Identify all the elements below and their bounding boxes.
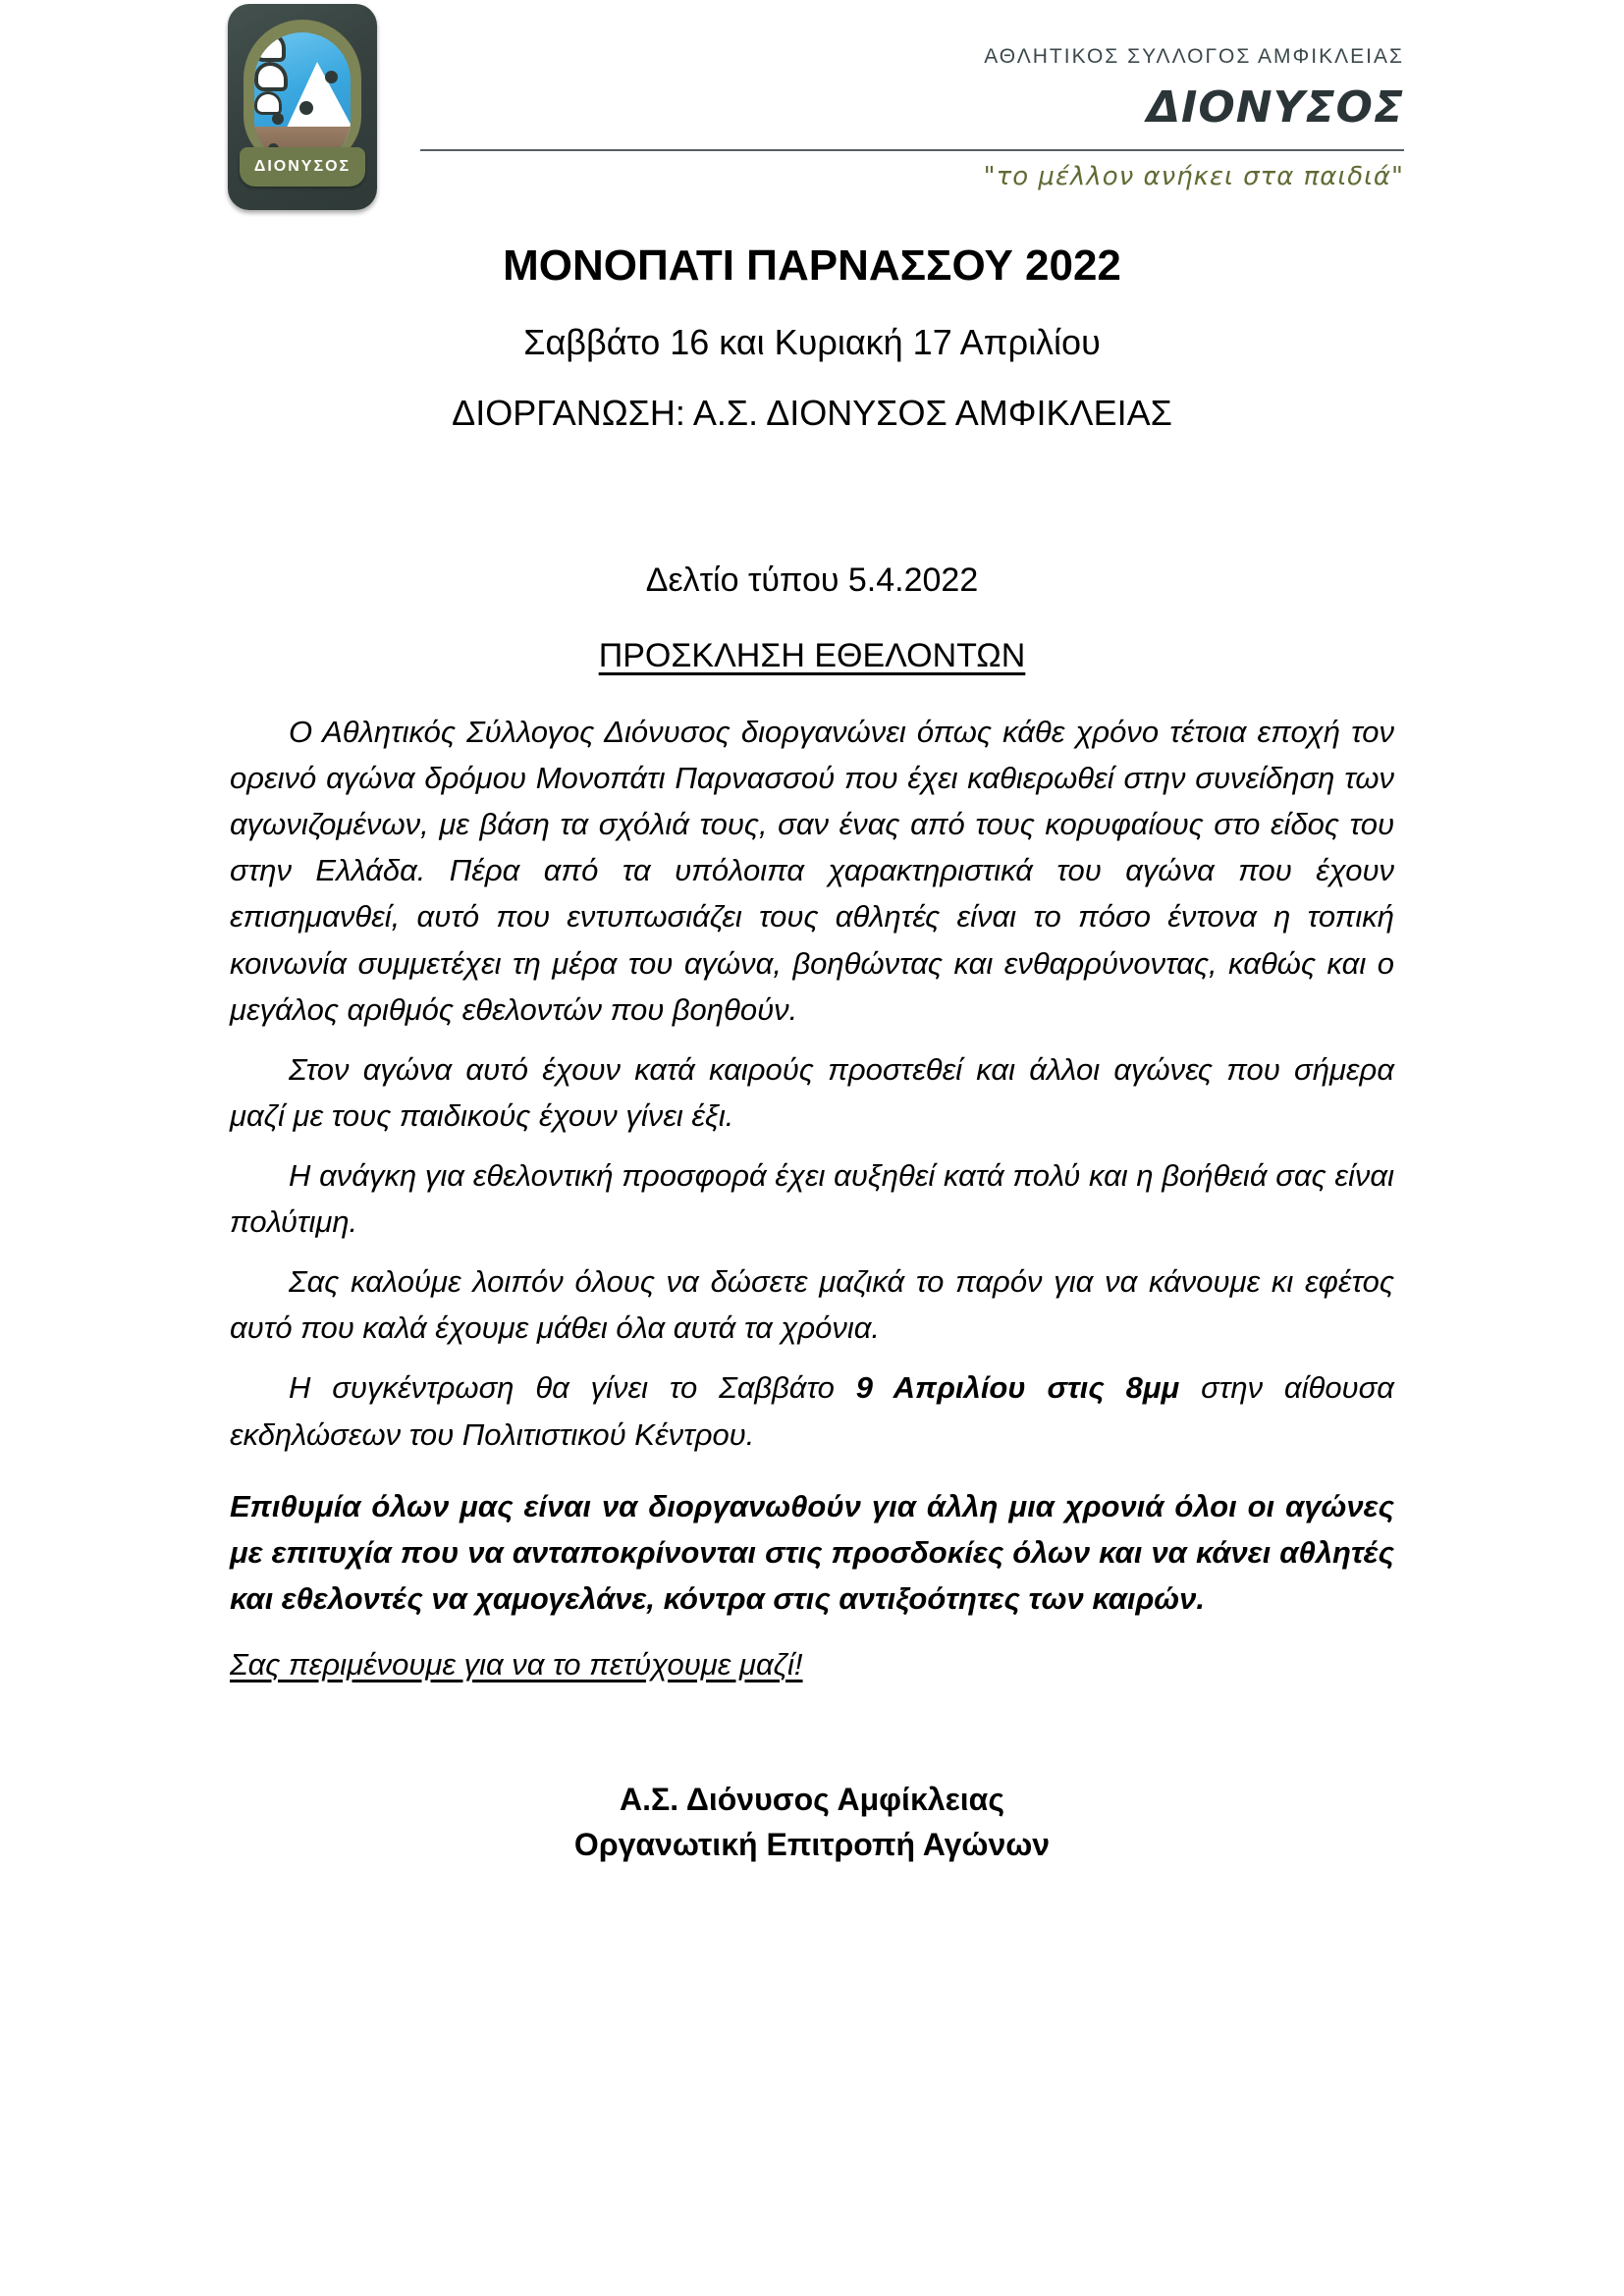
page-title: ΜΟΝΟΠΑΤΙ ΠΑΡΝΑΣΣΟΥ 2022 xyxy=(503,241,1121,290)
press-release-date: Δελτίο τύπου 5.4.2022 xyxy=(645,561,979,599)
closing-line: Σας περιμένουμε για να το πετύχουμε μαζί! xyxy=(230,1646,803,1682)
runner-head-icon xyxy=(325,71,338,83)
body-paragraph: Ο Αθλητικός Σύλλογος Διόνυσος διοργανώνει όπως κάθε χρόνο τέτοια εποχή τον ορεινό αγώνα δρόμου Μονοπάτι Παρνασσού που έχει καθιερωθεί στην συνείδηση των αγωνιζομένων, με βάση τα σχόλιά τους, σαν ένας από τους κορυφαίους στο είδος του στην Ελλάδα. Πέρα από τα υπόλοιπα χαρακτηριστικά του αγώνα που έχουν επισημανθεί, αυτό που εντυπωσιάζει τους αθλητές είναι το πόσο έντονα η τοπική κοινωνία συμμετέχει τη μέρα του αγώνα, βοηθώντας και ενθαρρύνοντας, καθώς και ο μεγάλος αριθμός εθελοντών που βοηθούν. xyxy=(230,715,1394,1027)
meeting-datetime: 9 Απριλίου στις 8μμ xyxy=(855,1370,1180,1406)
club-tagline: "το μέλλον ανήκει στα παιδιά" xyxy=(983,162,1404,191)
logo-scene xyxy=(254,32,351,160)
letterhead-divider xyxy=(420,149,1404,151)
signature-club: Α.Σ. Διόνυσος Αμφίκλειας xyxy=(620,1781,1004,1817)
body-paragraph: Στον αγώνα αυτό έχουν κατά καιρούς προστεθεί και άλλοι αγώνες που σήμερα μαζί με τους παιδικούς έχουν γίνει έξι. xyxy=(230,1051,1394,1133)
club-logo xyxy=(228,4,381,218)
runner-head-icon xyxy=(299,101,313,115)
document-body xyxy=(230,709,1394,1868)
signature-committee: Οργανωτική Επιτροπή Αγώνων xyxy=(573,1827,1051,1863)
organization-line: ΑΘΛΗΤΙΚΟΣ ΣΥΛΛΟΓΟΣ ΑΜΦΙΚΛΕΙΑΣ xyxy=(984,45,1404,68)
event-dates: Σαββάτο 16 και Κυριακή 17 Απριλίου xyxy=(523,322,1101,362)
meeting-text-after: στην αίθουσα εκδηλώσεων του Πολιτιστικού Κέντρου. xyxy=(230,1370,1394,1452)
letterhead-text-block xyxy=(452,45,1404,133)
body-paragraph: Η ανάγκη για εθελοντική προσφορά έχει αυξηθεί κατά πολύ και η βοήθειά σας είναι πολύτιμη. xyxy=(230,1157,1394,1240)
event-organizer: ΔΙΟΡΓΑΝΩΣΗ: Α.Σ. ΔΙΟΝΥΣΟΣ ΑΜΦΙΚΛΕΙΑΣ xyxy=(452,393,1172,433)
organization-name: ΔΙΟΝΥΣΟΣ xyxy=(1146,82,1404,133)
logo-badge-shape xyxy=(228,4,377,210)
invitation-heading: ΠΡΟΣΚΛΗΣΗ ΕΘΕΛΟΝΤΩΝ xyxy=(598,637,1026,674)
letterhead xyxy=(0,0,1624,232)
runner-icon xyxy=(254,91,282,115)
wish-text: Επιθυμία όλων μας είναι να διοργανωθούν για άλλη μια χρονιά όλοι οι αγώνες με επιτυχία που να ανταποκρίνονται στις προσδοκίες όλων και να κάνει αθλητές και εθελοντές να χαμογελάνε, κόντρα στις αντιξοότητες των καιρών xyxy=(230,1488,1394,1616)
wish-text-tail: . xyxy=(1196,1580,1206,1616)
logo-banner-label: ΔΙΟΝΥΣΟΣ xyxy=(240,147,365,187)
meeting-text-before: Η συγκέντρωση θα γίνει το Σαββάτο xyxy=(289,1370,856,1406)
signature-block xyxy=(230,1777,1394,1868)
runner-head-icon xyxy=(272,113,284,125)
meeting-paragraph xyxy=(230,1364,1394,1457)
wish-paragraph xyxy=(230,1483,1394,1622)
body-paragraph: Σας καλούμε λοιπόν όλους να δώσετε μαζικά το παρόν για να κάνουμε κι εφέτος αυτό που καλά έχουμε μάθει όλα αυτά τα χρόνια. xyxy=(230,1264,1394,1346)
